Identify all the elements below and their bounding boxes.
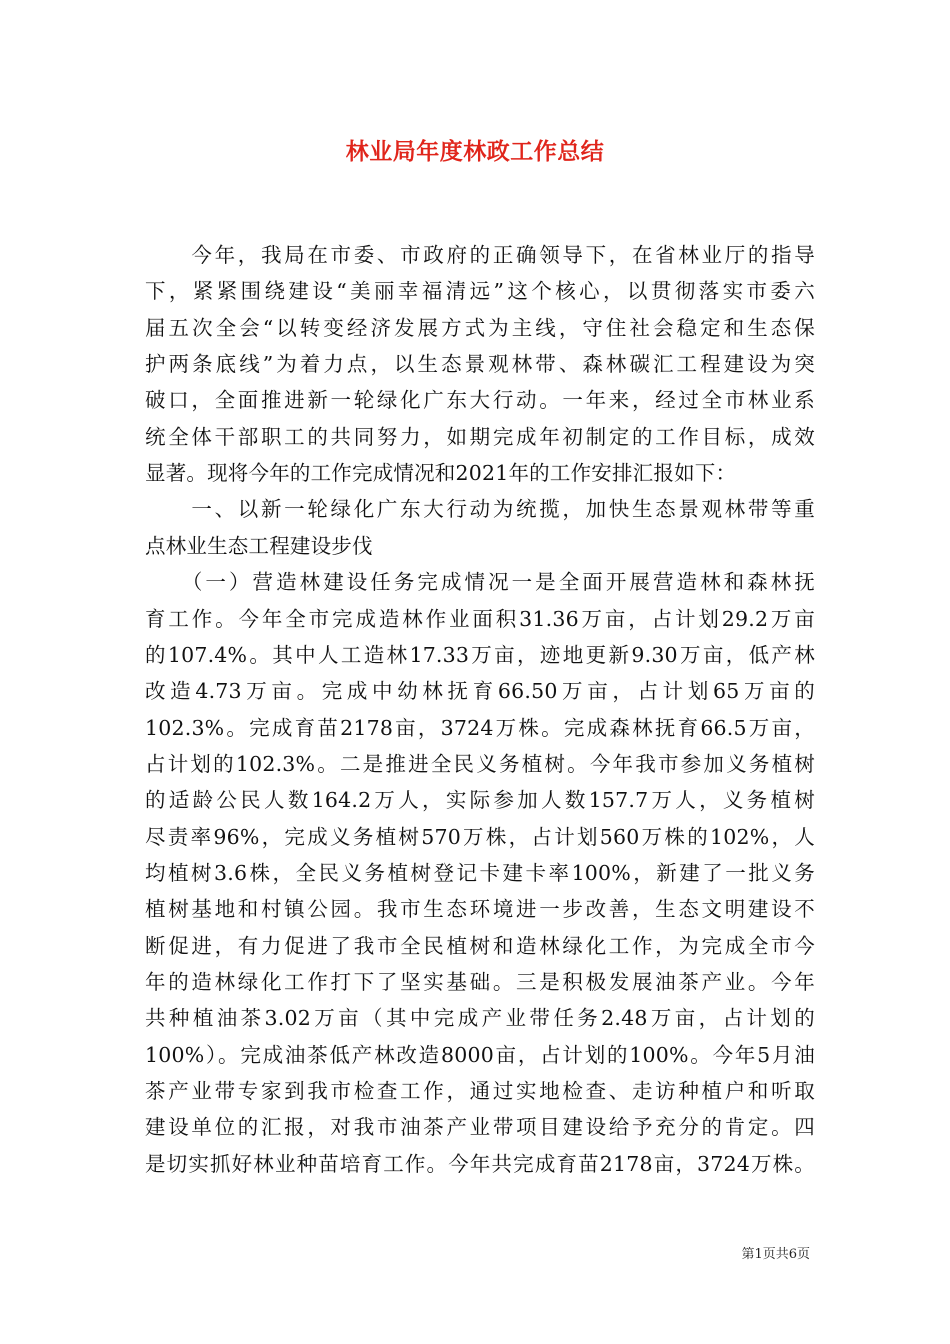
body-text-line: 年的造林绿化工作打下了坚实基础。三是积极发展油茶产业。今年 xyxy=(145,970,815,994)
body-text-line: 点林业生态工程建设步伐 xyxy=(145,534,373,558)
body-text-line: 植树基地和村镇公园。我市生态环境进一步改善，生态文明建设不 xyxy=(145,897,815,921)
body-text-line: 断促进，有力促进了我市全民植树和造林绿化工作，为完成全市今 xyxy=(145,934,815,958)
body-text-line: 一、以新一轮绿化广东大行动为统揽，加快生态景观林带等重 xyxy=(145,497,815,521)
body-text-line: 今年，我局在市委、市政府的正确领导下，在省林业厅的指导 xyxy=(145,243,815,267)
body-text-line: 的适龄公民人数164.2万人，实际参加人数157.7万人，义务植树 xyxy=(145,788,815,812)
body-text-line: （一）营造林建设任务完成情况一是全面开展营造林和森林抚 xyxy=(145,570,815,594)
body-text-line: 100%）。完成油茶低产林改造8000亩，占计划的100%。今年5月油 xyxy=(145,1043,815,1067)
body-text-line: 建设单位的汇报，对我市油茶产业带项目建设给予充分的肯定。四 xyxy=(145,1115,815,1139)
body-text-line: 共种植油茶3.02万亩（其中完成产业带任务2.48万亩，占计划的 xyxy=(145,1006,815,1030)
body-text-line: 育工作。今年全市完成造林作业面积31.36万亩，占计划29.2万亩 xyxy=(145,607,815,631)
document-title: 林业局年度林政工作总结 xyxy=(345,138,605,165)
page-number: 第1页共6页 xyxy=(741,1247,810,1262)
body-text-line: 均植树3.6株，全民义务植树登记卡建卡率100%，新建了一批义务 xyxy=(145,861,815,885)
body-text-line: 届五次全会“以转变经济发展方式为主线，守住社会稳定和生态保 xyxy=(145,316,815,340)
body-text-line: 的107.4%。其中人工造林17.33万亩，迹地更新9.30万亩，低产林 xyxy=(145,643,815,667)
body-text-line: 破口，全面推进新一轮绿化广东大行动。一年来，经过全市林业系 xyxy=(145,388,815,412)
body-text-line: 尽责率96%，完成义务植树570万株，占计划560万株的102%，人 xyxy=(145,825,815,849)
body-text-line: 是切实抓好林业种苗培育工作。今年共完成育苗2178亩，3724万株。 xyxy=(145,1152,815,1176)
body-text-line: 改造4.73万亩。完成中幼林抚育66.50万亩，占计划65万亩的 xyxy=(145,679,815,703)
body-text-line: 占计划的102.3%。二是推进全民义务植树。今年我市参加义务植树 xyxy=(145,752,815,776)
body-text-line: 茶产业带专家到我市检查工作，通过实地检查、走访种植户和听取 xyxy=(145,1079,815,1103)
body-text-line: 下，紧紧围绕建设“美丽幸福清远”这个核心，以贯彻落实市委六 xyxy=(145,279,815,303)
body-text-line: 护两条底线”为着力点，以生态景观林带、森林碳汇工程建设为突 xyxy=(145,352,815,376)
body-text-line: 102.3%。完成育苗2178亩，3724万株。完成森林抚育66.5万亩， xyxy=(145,716,815,740)
body-text-line: 统全体干部职工的共同努力，如期完成年初制定的工作目标，成效 xyxy=(145,425,815,449)
body-text-line: 显著。现将今年的工作完成情况和2021年的工作安排汇报如下： xyxy=(145,461,737,485)
